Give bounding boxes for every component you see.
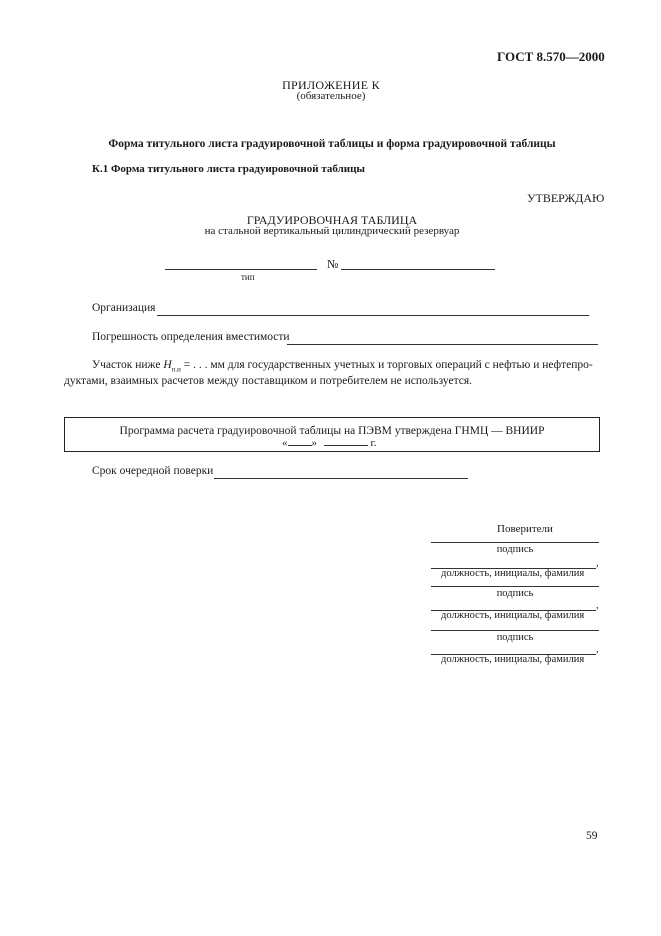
signature-caption-2: подпись bbox=[496, 588, 534, 599]
position-caption-3: должность, инициалы, фамилия bbox=[441, 654, 585, 665]
appendix-note: (обязательное) bbox=[296, 90, 366, 102]
paragraph-text-b: = . . . мм для государственных учетных и торговых операций с нефтью и нефтепро- bbox=[180, 359, 593, 371]
date-quote-close: » bbox=[311, 437, 317, 449]
paragraph-line-1 bbox=[92, 359, 593, 373]
position-comma-1: , bbox=[596, 558, 599, 569]
appendix-title: ПРИЛОЖЕНИЕ К bbox=[282, 78, 380, 92]
date-year-suffix: г. bbox=[370, 437, 377, 449]
position-comma-3: , bbox=[596, 644, 599, 655]
section-title: Форма титульного листа градуировочной таблицы и форма градуировочной таблицы bbox=[108, 138, 556, 150]
error-field-line bbox=[287, 344, 598, 345]
position-comma-2: , bbox=[596, 600, 599, 611]
paragraph-line-2: дуктами, взаимных расчетов между поставщиком и потребителем не используется. bbox=[64, 375, 473, 387]
signature-caption-3: подпись bbox=[496, 632, 534, 643]
number-field-line bbox=[341, 269, 495, 270]
date-quote-open: « bbox=[282, 437, 288, 449]
table-title: ГРАДУИРОВОЧНАЯ ТАБЛИЦА bbox=[246, 213, 418, 227]
height-symbol-subscript: п.н bbox=[171, 365, 181, 374]
date-month-line bbox=[324, 445, 368, 446]
signature-line-3 bbox=[431, 630, 599, 631]
organization-field-line bbox=[157, 315, 589, 316]
next-check-label: Срок очередной поверки bbox=[92, 465, 214, 477]
next-check-field-line bbox=[214, 478, 468, 479]
signature-line-1 bbox=[431, 542, 599, 543]
error-label: Погрешность определения вместимости bbox=[92, 331, 290, 343]
type-field-line bbox=[165, 269, 317, 270]
date-day-line bbox=[288, 445, 312, 446]
table-subtitle: на стальной вертикальный цилиндрический резервуар bbox=[204, 225, 460, 237]
height-symbol: H bbox=[163, 359, 172, 371]
approve-label: УТВЕРЖДАЮ bbox=[527, 191, 605, 205]
program-approval-text: Программа расчета градуировочной таблицы на ПЭВМ утверждена ГНМЦ — ВНИИР bbox=[119, 425, 545, 437]
signature-line-2 bbox=[431, 586, 599, 587]
verifiers-title: Поверители bbox=[497, 523, 553, 535]
position-caption-2: должность, инициалы, фамилия bbox=[441, 610, 585, 621]
document-id: ГОСТ 8.570—2000 bbox=[497, 49, 605, 64]
signature-caption-1: подпись bbox=[496, 544, 534, 555]
program-date-row bbox=[282, 437, 377, 449]
paragraph-text-a: Участок ниже bbox=[92, 359, 164, 371]
type-caption: тип bbox=[241, 272, 255, 282]
number-sign: № bbox=[327, 257, 339, 271]
page-number: 59 bbox=[586, 830, 598, 842]
position-caption-1: должность, инициалы, фамилия bbox=[441, 568, 585, 579]
subsection-title: К.1 Форма титульного листа градуировочной таблицы bbox=[92, 163, 366, 175]
organization-label: Организация bbox=[92, 302, 156, 314]
